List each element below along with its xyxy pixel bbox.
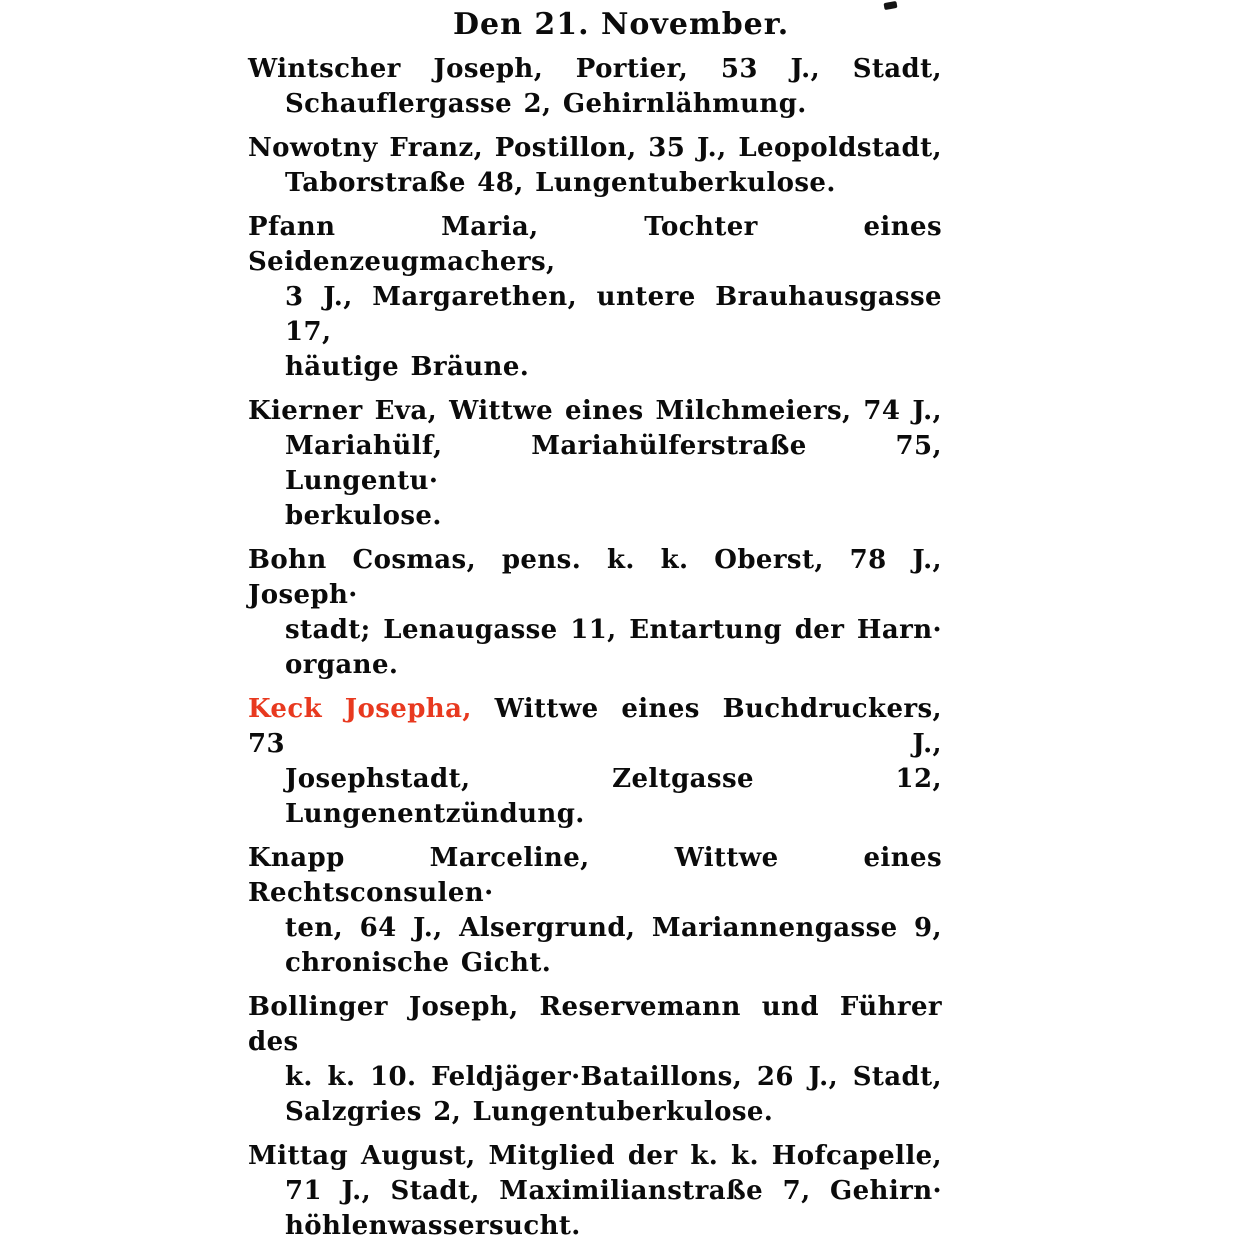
death-notice (248, 1139, 942, 1244)
entry-line: Kierner Eva, Wittwe eines Milchmeiers, 74 J., (248, 396, 942, 426)
death-notice (248, 692, 942, 832)
entry-line (248, 692, 942, 762)
death-notice (248, 394, 942, 534)
entry-line: Bohn Cosmas, pens. k. k. Oberst, 78 J., Joseph· (248, 545, 942, 610)
entry-line: Nowotny Franz, Postillon, 35 J., Leopoldstadt, (248, 133, 942, 163)
entry-line: chronische Gicht. (285, 948, 552, 978)
entry-line: höhlenwassersucht. (285, 1211, 581, 1241)
entry-line: Pfann Maria, Tochter eines Seidenzeugmachers, (248, 212, 942, 277)
death-notice (248, 210, 942, 385)
death-notice (248, 841, 942, 981)
death-notice-list (248, 52, 942, 1244)
entry-line: ten, 64 J., Alsergrund, Mariannengasse 9, (285, 913, 942, 943)
death-notice (248, 543, 942, 683)
entry-line: Schauflergasse 2, Gehirnlähmung. (285, 89, 807, 119)
death-notice (248, 131, 942, 201)
entry-line: Salzgries 2, Lungentuberkulose. (285, 1097, 774, 1127)
date-heading: Den 21. November. (453, 7, 790, 42)
entry-line: Knapp Marceline, Wittwe eines Rechtsconsulen· (248, 843, 942, 908)
entry-line: Taborstraße 48, Lungentuberkulose. (285, 168, 836, 198)
entry-line: berkulose. (285, 501, 442, 531)
death-notice (248, 990, 942, 1130)
text-column (248, 4, 942, 1253)
death-notice (248, 52, 942, 122)
entry-line: 71 J., Stadt, Maximilianstraße 7, Gehirn· (285, 1176, 942, 1206)
entry-line: organe. (285, 650, 399, 680)
entry-line: Mittag August, Mitglied der k. k. Hofcapelle, (248, 1141, 942, 1171)
entry-line: stadt; Lenaugasse 11, Entartung der Harn· (285, 615, 942, 645)
entry-line: häutige Bräune. (285, 352, 530, 382)
entry-line: Bollinger Joseph, Reservemann und Führer des (248, 992, 942, 1057)
entry-line: Wintscher Joseph, Portier, 53 J., Stadt, (248, 54, 942, 84)
entry-line: Josephstadt, Zeltgasse 12, Lungenentzündung. (285, 764, 942, 829)
entry-line: Mariahülf, Mariahülferstraße 75, Lungentu· (285, 431, 942, 496)
entry-line: k. k. 10. Feldjäger·Bataillons, 26 J., Stadt, (285, 1062, 942, 1092)
highlighted-name: Keck Josepha, (248, 694, 495, 724)
entry-line: 3 J., Margarethen, untere Brauhausgasse 17, (285, 282, 942, 347)
entry-text: Wittwe eines Buchdruckers, 73 J., (248, 694, 942, 759)
